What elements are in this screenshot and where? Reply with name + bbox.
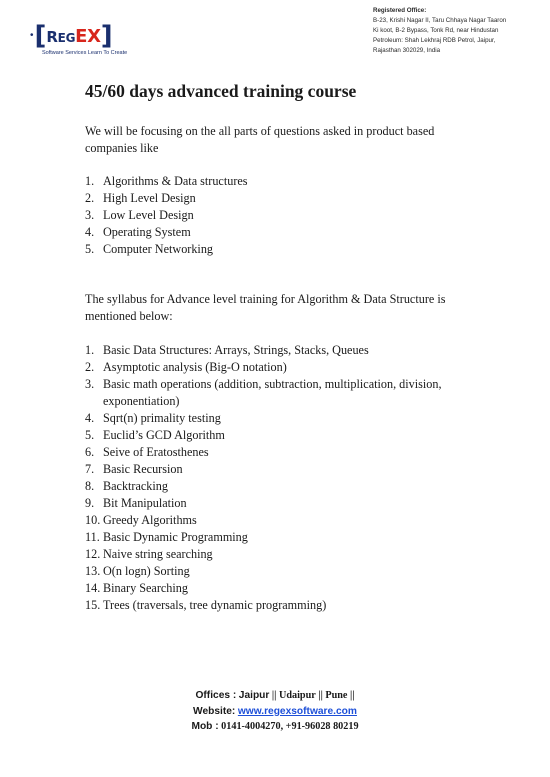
logo-tagline: Software Services Learn To Create — [42, 50, 128, 56]
office-address-line: Petroleum: Shah Lekhraj RDB Petrol, Jaipur, — [373, 37, 496, 44]
list-item: 5. Computer Networking — [85, 242, 214, 256]
list-item: 13. O(n logn) Sorting — [85, 564, 190, 578]
list-item: 14. Binary Searching — [85, 581, 188, 595]
footer-mobile: Mob : 0141-4004270, +91-96028 80219 — [191, 721, 359, 732]
office-title: Registered Office: — [373, 7, 427, 14]
list-item: 15. Trees (traversals, tree dynamic programming) — [85, 598, 327, 612]
page-title: 45/60 days advanced training course — [85, 81, 357, 101]
logo-mark: • [ REGEX ] — [30, 21, 113, 51]
list-item: 10. Greedy Algorithms — [85, 513, 197, 527]
list-item: 9. Bit Manipulation — [85, 496, 187, 510]
list-item: 4. Sqrt(n) primality testing — [85, 411, 221, 425]
website-link[interactable]: www.regexsoftware.com — [237, 705, 357, 717]
intro-paragraph: We will be focusing on the all parts of questions asked in product based companies like — [85, 124, 435, 155]
footer-website: Website: www.regexsoftware.com — [193, 705, 357, 717]
list-item: 8. Backtracking — [85, 479, 168, 493]
page-footer — [0, 688, 550, 735]
office-address-line: Ki koot, B-2 Bypass, Tonk Rd, near Hindustan — [373, 27, 499, 34]
focus-list — [85, 173, 453, 258]
list-item: 3. Basic math operations (addition, subtraction, multiplication, division, exponentiation) — [85, 377, 442, 408]
list-item: 2. Asymptotic analysis (Big-O notation) — [85, 360, 287, 374]
office-address-line: Rajasthan 302029, India — [373, 47, 441, 54]
list-item: 1. Algorithms & Data structures — [85, 174, 248, 188]
footer-offices: Offices : Jaipur || Udaipur || Pune || — [195, 690, 355, 701]
list-item: 2. High Level Design — [85, 191, 196, 205]
list-item: 3. Low Level Design — [85, 208, 194, 222]
list-item: 7. Basic Recursion — [85, 462, 183, 476]
company-logo — [30, 21, 130, 56]
list-item: 11. Basic Dynamic Programming — [85, 530, 248, 544]
syllabus-intro: The syllabus for Advance level training for Algorithm & Data Structure is mentioned below: — [85, 292, 446, 323]
registered-office — [373, 6, 548, 56]
logo-wordmark: REGEX — [46, 25, 101, 47]
list-item: 4. Operating System — [85, 225, 191, 239]
office-address-line: B-23, Krishi Nagar II, Taru Chhaya Nagar Taaron — [373, 17, 507, 24]
list-item: 6. Seive of Eratosthenes — [85, 445, 209, 459]
list-item: 1. Basic Data Structures: Arrays, Strings, Stacks, Queues — [85, 343, 369, 357]
list-item: 12. Naive string searching — [85, 547, 213, 561]
list-item: 5. Euclid’s GCD Algorithm — [85, 428, 225, 442]
syllabus-list — [85, 342, 453, 614]
logo-dot: • — [30, 30, 34, 41]
